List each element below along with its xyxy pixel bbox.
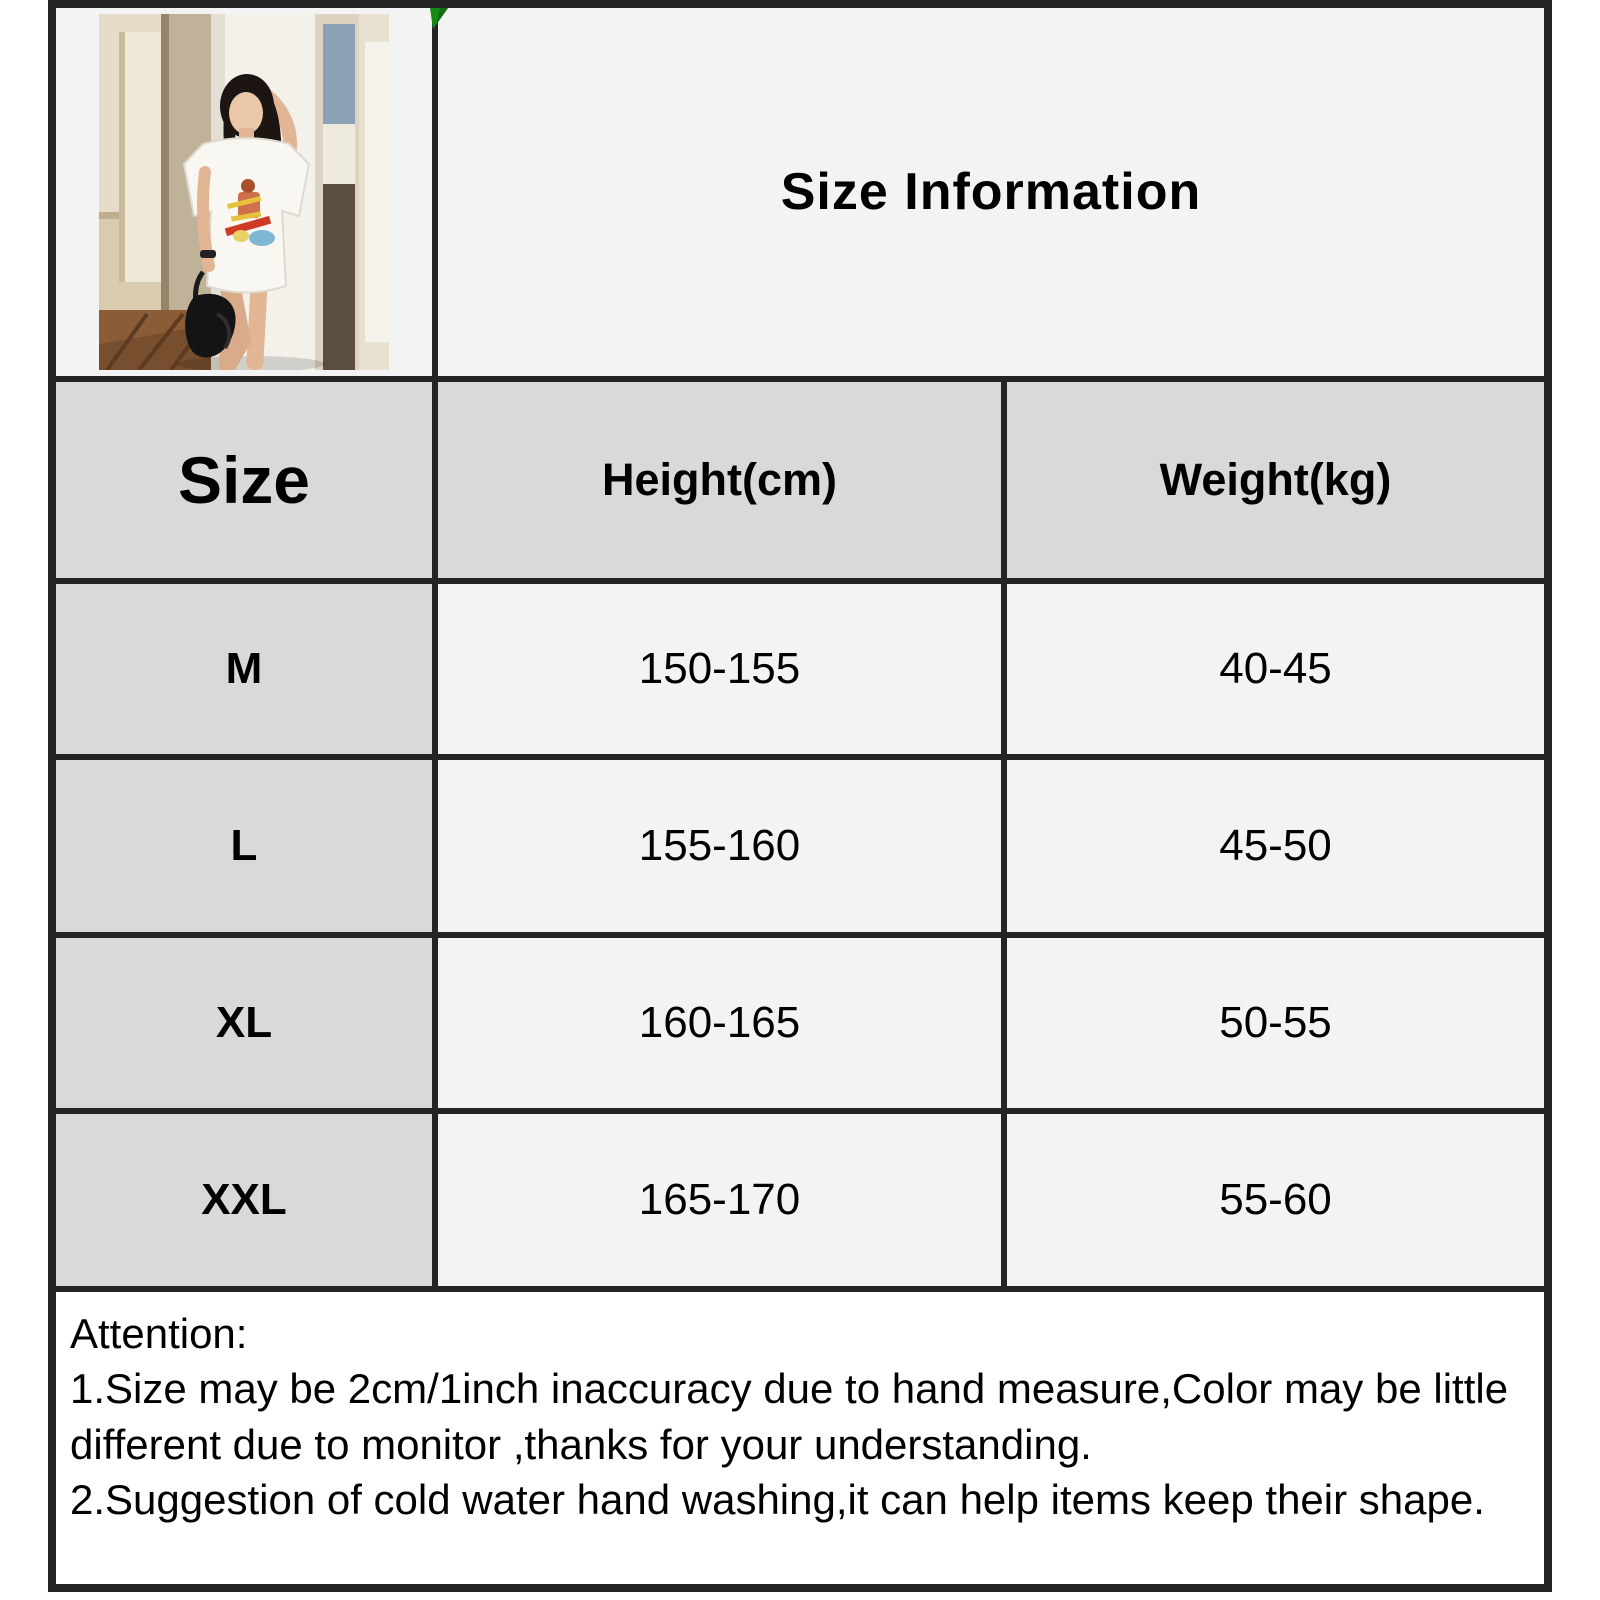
size-label-xxl: XXL bbox=[56, 1114, 432, 1286]
height-value-l: 155-160 bbox=[438, 760, 1001, 932]
attention-note-2: 2.Suggestion of cold water hand washing,it can help items keep their shape. bbox=[70, 1476, 1485, 1524]
weight-value-xxl: 55-60 bbox=[1007, 1114, 1544, 1286]
column-header-size: Size bbox=[56, 382, 432, 578]
product-photo bbox=[99, 14, 389, 370]
size-label-xl: XL bbox=[56, 938, 432, 1108]
size-label-m: M bbox=[56, 584, 432, 754]
weight-value-l: 45-50 bbox=[1007, 760, 1544, 932]
size-label-l: L bbox=[56, 760, 432, 932]
title-cell bbox=[438, 8, 1544, 376]
height-value-m: 150-155 bbox=[438, 584, 1001, 754]
attention-heading: Attention: bbox=[70, 1310, 248, 1357]
height-value-xxl: 165-170 bbox=[438, 1114, 1001, 1286]
size-table bbox=[48, 0, 1552, 1592]
weight-value-m: 40-45 bbox=[1007, 584, 1544, 754]
column-header-height: Height(cm) bbox=[438, 382, 1001, 578]
column-header-weight: Weight(kg) bbox=[1007, 382, 1544, 578]
height-value-xl: 160-165 bbox=[438, 938, 1001, 1108]
page-title: Size Information bbox=[780, 163, 1202, 221]
weight-value-xl: 50-55 bbox=[1007, 938, 1544, 1108]
attention-note-1: 1.Size may be 2cm/1inch inaccuracy due to hand measure,Color may be little different due to monitor ,thanks for your understanding. bbox=[70, 1365, 1509, 1468]
attention-section bbox=[56, 1292, 1544, 1584]
product-photo-cell bbox=[56, 8, 432, 376]
